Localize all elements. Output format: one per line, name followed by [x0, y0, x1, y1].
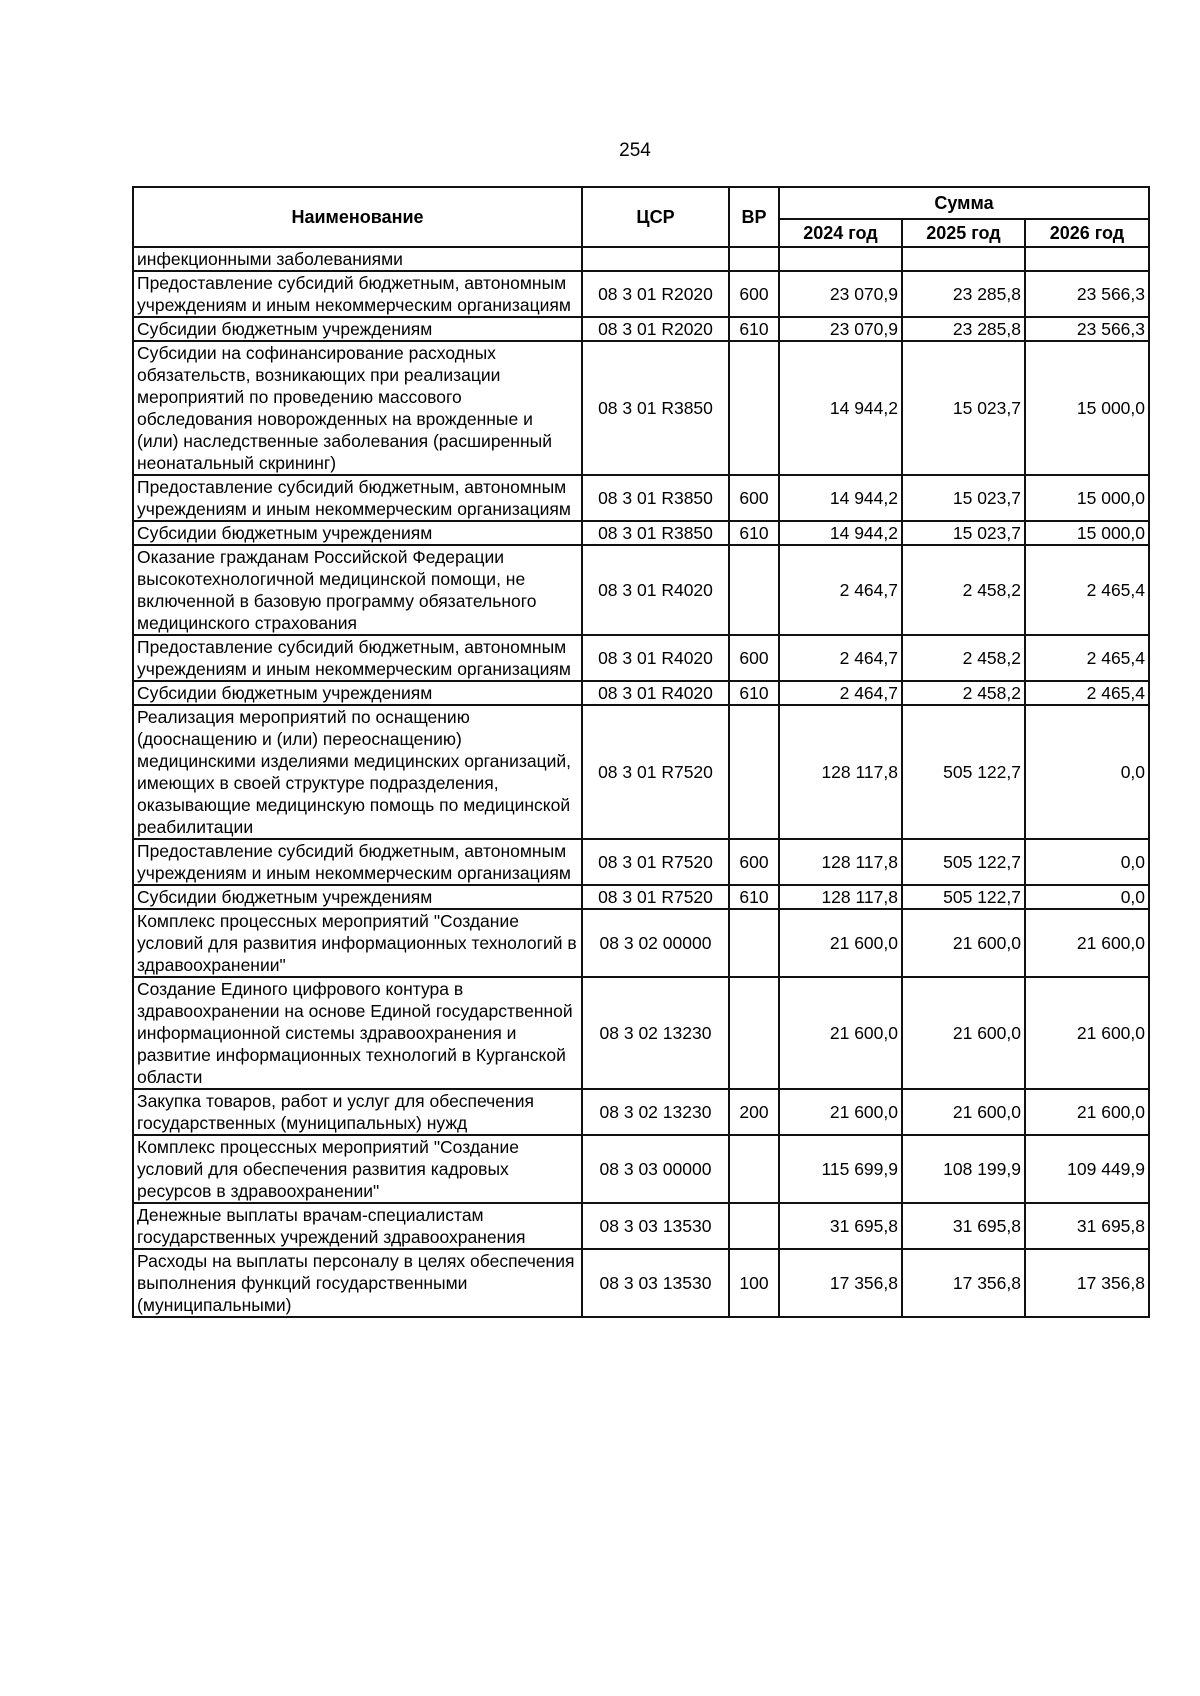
row-2024: 2 464,7: [779, 681, 902, 705]
row-csr: 08 3 01 R7520: [582, 705, 729, 839]
row-2025: 17 356,8: [902, 1249, 1025, 1317]
row-2025: 23 285,8: [902, 317, 1025, 341]
header-sum: Сумма: [779, 187, 1149, 219]
row-2024: [779, 247, 902, 271]
row-name: Предоставление субсидий бюджетным, автономным учреждениям и иным некоммерческим организациям: [133, 475, 582, 521]
row-2026: 0,0: [1025, 885, 1149, 909]
header-year-2024: 2024 год: [779, 219, 902, 247]
row-2025: 15 023,7: [902, 475, 1025, 521]
row-2026: 0,0: [1025, 839, 1149, 885]
row-name: инфекционными заболеваниями: [133, 247, 582, 271]
row-vr: 610: [729, 317, 779, 341]
row-2026: 17 356,8: [1025, 1249, 1149, 1317]
row-name: Реализация мероприятий по оснащению (дооснащению и (или) переоснащению) медицинскими изделиями медицинских организаций, имеющих в своей структуре подразделения, оказывающие медицинскую помощь по медицинской реабилитации: [133, 705, 582, 839]
row-name: Предоставление субсидий бюджетным, автономным учреждениям и иным некоммерческим организациям: [133, 635, 582, 681]
row-2024: 23 070,9: [779, 317, 902, 341]
row-name: Расходы на выплаты персоналу в целях обеспечения выполнения функций государственными (муниципальными): [133, 1249, 582, 1317]
row-2024: 2 464,7: [779, 635, 902, 681]
row-2026: 15 000,0: [1025, 475, 1149, 521]
row-2024: 14 944,2: [779, 521, 902, 545]
row-csr: [582, 247, 729, 271]
row-2025: 505 122,7: [902, 885, 1025, 909]
row-2026: 2 465,4: [1025, 635, 1149, 681]
row-csr: 08 3 01 R4020: [582, 635, 729, 681]
row-csr: 08 3 03 13530: [582, 1249, 729, 1317]
header-name: Наименование: [133, 187, 582, 247]
table-row: [133, 317, 1149, 341]
header-year-2025: 2025 год: [902, 219, 1025, 247]
row-2025: 2 458,2: [902, 681, 1025, 705]
row-vr: 600: [729, 635, 779, 681]
row-csr: 08 3 01 R2020: [582, 271, 729, 317]
row-2024: 17 356,8: [779, 1249, 902, 1317]
table-row: [133, 885, 1149, 909]
row-2024: 128 117,8: [779, 885, 902, 909]
row-csr: 08 3 03 13530: [582, 1203, 729, 1249]
table-row: [133, 1249, 1149, 1317]
row-vr: [729, 705, 779, 839]
row-csr: 08 3 01 R3850: [582, 341, 729, 475]
row-name: Субсидии бюджетным учреждениям: [133, 681, 582, 705]
row-2024: 31 695,8: [779, 1203, 902, 1249]
header-csr: ЦСР: [582, 187, 729, 247]
table-row: [133, 635, 1149, 681]
row-2024: 21 600,0: [779, 909, 902, 977]
row-vr: 600: [729, 839, 779, 885]
row-vr: 610: [729, 885, 779, 909]
row-csr: 08 3 01 R2020: [582, 317, 729, 341]
budget-table: [132, 186, 1150, 1318]
row-name: Оказание гражданам Российской Федерации высокотехнологичной медицинской помощи, не включенной в базовую программу обязательного медицинского страхования: [133, 545, 582, 635]
row-csr: 08 3 02 00000: [582, 909, 729, 977]
row-name: Субсидии на софинансирование расходных обязательств, возникающих при реализации мероприятий по проведению массового обследования новорожденных на врожденные и (или) наследственные заболевания (расширенный неонатальный скрининг): [133, 341, 582, 475]
table-row: [133, 271, 1149, 317]
table-row: [133, 1135, 1149, 1203]
row-2025: 2 458,2: [902, 545, 1025, 635]
row-2026: 109 449,9: [1025, 1135, 1149, 1203]
row-2026: 31 695,8: [1025, 1203, 1149, 1249]
row-vr: [729, 1203, 779, 1249]
row-vr: 200: [729, 1089, 779, 1135]
table-row: [133, 909, 1149, 977]
row-2026: 2 465,4: [1025, 681, 1149, 705]
row-name: Закупка товаров, работ и услуг для обеспечения государственных (муниципальных) нужд: [133, 1089, 582, 1135]
row-2025: 108 199,9: [902, 1135, 1025, 1203]
row-name: Создание Единого цифрового контура в здравоохранении на основе Единой государственной информационной системы здравоохранения и развитие информационных технологий в Курганской области: [133, 977, 582, 1089]
row-csr: 08 3 02 13230: [582, 1089, 729, 1135]
row-2025: 15 023,7: [902, 521, 1025, 545]
row-2026: 21 600,0: [1025, 977, 1149, 1089]
row-name: Субсидии бюджетным учреждениям: [133, 317, 582, 341]
row-vr: [729, 247, 779, 271]
row-vr: [729, 1135, 779, 1203]
row-csr: 08 3 01 R3850: [582, 521, 729, 545]
header-vr: ВР: [729, 187, 779, 247]
row-2026: [1025, 247, 1149, 271]
row-vr: [729, 341, 779, 475]
row-2025: 2 458,2: [902, 635, 1025, 681]
row-2024: 21 600,0: [779, 977, 902, 1089]
row-2024: 128 117,8: [779, 705, 902, 839]
row-2024: 14 944,2: [779, 341, 902, 475]
row-vr: 600: [729, 271, 779, 317]
row-vr: 600: [729, 475, 779, 521]
page-number: 254: [619, 140, 651, 161]
row-vr: 610: [729, 681, 779, 705]
row-2025: 23 285,8: [902, 271, 1025, 317]
table-row: [133, 247, 1149, 271]
row-2024: 128 117,8: [779, 839, 902, 885]
row-name: Денежные выплаты врачам-специалистам государственных учреждений здравоохранения: [133, 1203, 582, 1249]
row-vr: 610: [729, 521, 779, 545]
row-csr: 08 3 01 R4020: [582, 681, 729, 705]
row-csr: 08 3 01 R7520: [582, 839, 729, 885]
row-2025: 15 023,7: [902, 341, 1025, 475]
row-2026: 23 566,3: [1025, 271, 1149, 317]
row-2026: 21 600,0: [1025, 909, 1149, 977]
row-csr: 08 3 01 R4020: [582, 545, 729, 635]
row-2025: 505 122,7: [902, 705, 1025, 839]
header-year-2026: 2026 год: [1025, 219, 1149, 247]
row-2024: 14 944,2: [779, 475, 902, 521]
table-row: [133, 839, 1149, 885]
row-name: Комплекс процессных мероприятий "Создание условий для обеспечения развития кадровых ресурсов в здравоохранении": [133, 1135, 582, 1203]
row-2026: 23 566,3: [1025, 317, 1149, 341]
row-name: Субсидии бюджетным учреждениям: [133, 521, 582, 545]
row-csr: 08 3 01 R7520: [582, 885, 729, 909]
row-vr: 100: [729, 1249, 779, 1317]
table-row: [133, 1203, 1149, 1249]
row-2024: 2 464,7: [779, 545, 902, 635]
row-2026: 0,0: [1025, 705, 1149, 839]
row-vr: [729, 909, 779, 977]
row-2026: 15 000,0: [1025, 341, 1149, 475]
table-row: [133, 705, 1149, 839]
row-2024: 23 070,9: [779, 271, 902, 317]
row-2025: [902, 247, 1025, 271]
row-name: Предоставление субсидий бюджетным, автономным учреждениям и иным некоммерческим организациям: [133, 271, 582, 317]
table-row: [133, 521, 1149, 545]
row-name: Субсидии бюджетным учреждениям: [133, 885, 582, 909]
row-2026: 21 600,0: [1025, 1089, 1149, 1135]
table-row: [133, 681, 1149, 705]
table-row: [133, 545, 1149, 635]
row-csr: 08 3 01 R3850: [582, 475, 729, 521]
row-csr: 08 3 03 00000: [582, 1135, 729, 1203]
table-row: [133, 977, 1149, 1089]
row-2025: 505 122,7: [902, 839, 1025, 885]
row-name: Предоставление субсидий бюджетным, автономным учреждениям и иным некоммерческим организациям: [133, 839, 582, 885]
row-2025: 21 600,0: [902, 909, 1025, 977]
row-2024: 115 699,9: [779, 1135, 902, 1203]
row-2025: 31 695,8: [902, 1203, 1025, 1249]
row-2026: 15 000,0: [1025, 521, 1149, 545]
row-2025: 21 600,0: [902, 1089, 1025, 1135]
row-2024: 21 600,0: [779, 1089, 902, 1135]
row-2026: 2 465,4: [1025, 545, 1149, 635]
table-row: [133, 1089, 1149, 1135]
row-vr: [729, 545, 779, 635]
row-2025: 21 600,0: [902, 977, 1025, 1089]
table-row: [133, 341, 1149, 475]
row-name: Комплекс процессных мероприятий "Создание условий для развития информационных технологий в здравоохранении": [133, 909, 582, 977]
row-csr: 08 3 02 13230: [582, 977, 729, 1089]
table-row: [133, 475, 1149, 521]
row-vr: [729, 977, 779, 1089]
